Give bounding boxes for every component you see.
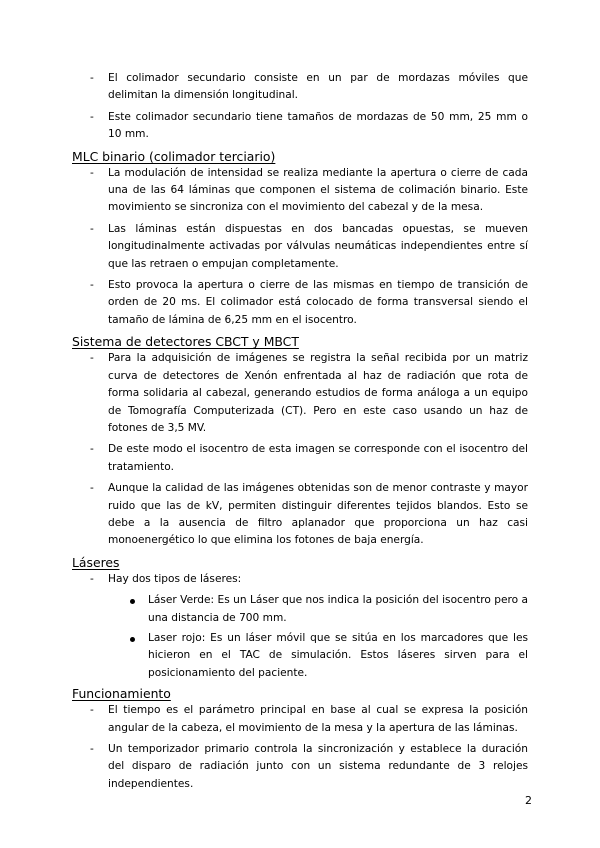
list-item: - Las láminas están dispuestas en dos bancadas opuestas, se mueven longitudinalmente activadas por válvulas neumáticas independientes entre sí que las retraen o empujan completamente. xyxy=(72,221,528,273)
page-content xyxy=(72,70,528,797)
list-item: - El tiempo es el parámetro principal en base al cual se expresa la posición angular de la cabeza, el movimiento de la mesa y la apertura de las láminas. xyxy=(72,702,528,737)
list-item: - El colimador secundario consiste en un par de mordazas móviles que delimitan la dimensión longitudinal. xyxy=(72,70,528,105)
list-item: - Esto provoca la apertura o cierre de las mismas en tiempo de transición de orden de 20 ms. El colimador está colocado de forma transversal siendo el tamaño de lámina de 6,25 mm en el isocentro. xyxy=(72,277,528,329)
list-item: - Este colimador secundario tiene tamaños de mordazas de 50 mm, 25 mm o 10 mm. xyxy=(72,109,528,144)
list-item: - Un temporizador primario controla la sincronización y establece la duración del disparo de radiación junto con un sistema redundante de 3 relojes independientes. xyxy=(72,741,528,793)
heading-mlc-binario: MLC binario (colimador terciario) xyxy=(72,148,276,164)
list-item: - De este modo el isocentro de esta imagen se corresponde con el isocentro del tratamiento. xyxy=(72,441,528,476)
collimator-secondary-list xyxy=(72,70,528,144)
list-item: - Para la adquisición de imágenes se registra la señal recibida por un matriz curva de detectores de Xenón enfrentada al haz de radiación que rota de forma solidaria al cabezal, generando estudios de forma análoga a un equipo de Tomografía Computerizada (CT). Pero en este caso usando un haz de fotones de 3,5 MV. xyxy=(72,350,528,437)
laseres-list xyxy=(72,571,528,588)
list-item: - Aunque la calidad de las imágenes obtenidas son de menor contraste y mayor ruido que las de kV, permiten distinguir diferentes tejidos blandos. Esto se debe a la ausencia de filtro aplanador que proporciona un haz casi monoenergético lo que elimina los fotones de baja energía. xyxy=(72,480,528,550)
funcionamiento-list xyxy=(72,702,528,793)
sub-list-item: Láser Verde: Es un Láser que nos indica la posición del isocentro pero a una distancia de 700 mm. xyxy=(72,592,528,627)
heading-funcionamiento: Funcionamiento xyxy=(72,686,171,702)
list-item: - Hay dos tipos de láseres: xyxy=(72,571,528,588)
laseres-sublist xyxy=(72,592,528,682)
list-item: - La modulación de intensidad se realiza mediante la apertura o cierre de cada una de las 64 láminas que componen el sistema de colimación binario. Este movimiento se sincroniza con el movimiento del cabezal y de la mesa. xyxy=(72,165,528,217)
heading-detectores: Sistema de detectores CBCT y MBCT xyxy=(72,334,299,350)
sub-list-item: Laser rojo: Es un láser móvil que se sitúa en los marcadores que les hicieron en el TAC de simulación. Estos láseres sirven para el posicionamiento del paciente. xyxy=(72,630,528,682)
heading-laseres: Láseres xyxy=(72,554,120,570)
detectores-list xyxy=(72,350,528,549)
page-number: 2 xyxy=(525,794,532,807)
mlc-list xyxy=(72,165,528,330)
